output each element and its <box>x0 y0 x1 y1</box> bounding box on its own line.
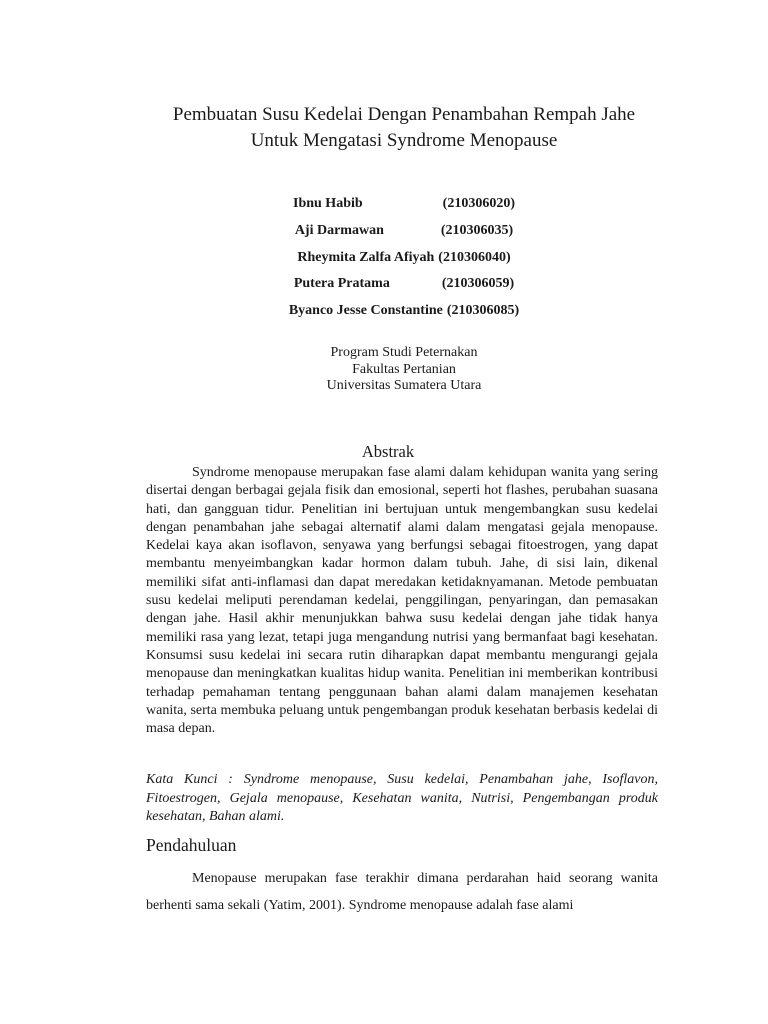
author-name: Putera Pratama <box>293 276 390 291</box>
author-row <box>0 196 768 212</box>
author-id: (210306020) <box>442 196 515 211</box>
program-name: Program Studi Peternakan <box>330 345 478 360</box>
paper-title <box>0 102 768 154</box>
abstract-body: Syndrome menopause merupakan fase alami dalam kehidupan wanita yang sering disertai dengan berbagai gejala fisik dan emosional, seperti hot flashes, perubahan suasana hati, dan gangguan tidur. Penelitian ini bertujuan untuk mengembangkan susu kedelai dengan penambahan jahe sebagai alternatif alami dalam mengatasi gejala menopause. Kedelai kaya akan isoflavon, senyawa yang berfungsi sebagai fitoestrogen, yang dapat membantu menyeimbangkan kadar hormon dalam tubuh. Jahe, di sisi lain, dikenal memiliki sifat anti-inflamasi dan dapat meredakan ketidaknyamanan. Metode pembuatan susu kedelai meliputi perendaman kedelai, penggilingan, penyaringan, dan pemasakan dengan jahe. Hasil akhir menunjukkan bahwa susu kedelai dengan jahe tidak hanya memiliki rasa yang lezat, tetapi juga mengandung nutrisi yang bermanfaat bagi kesehatan. Konsumsi susu kedelai ini secara rutin diharapkan dapat membantu mengurangi gejala menopause dan meningkatkan kualitas hidup wanita. Penelitian ini memberikan kontribusi terhadap pemahaman tentang penggunaan bahan alami dalam manajemen kesehatan wanita, serta membuka peluang untuk pengembangan produk kesehatan berbasis kedelai di masa depan. <box>146 465 658 737</box>
author-id: (210306085) <box>446 303 520 318</box>
author-name: Ibnu Habib <box>293 196 363 211</box>
abstract-heading: Abstrak <box>361 442 415 461</box>
faculty-name: Fakultas Pertanian <box>352 361 456 377</box>
introduction-body: Menopause merupakan fase terakhir dimana perdarahan haid seorang wanita berhenti sama sekali (Yatim, 2001). Syndrome menopause adalah fase alami <box>146 871 658 913</box>
author-id: (210306040) <box>438 250 511 265</box>
author-row <box>0 303 768 319</box>
author-id: (210306035) <box>440 223 514 238</box>
author-row <box>0 223 768 239</box>
keywords: Kata Kunci : Syndrome menopause, Susu kedelai, Penambahan jahe, Isoflavon, Fitoestrogen, Gejala menopause, Kesehatan wanita, Nutrisi, Pengembangan produk kesehatan, Bahan alami. <box>146 772 658 824</box>
section-heading-introduction: Pendahuluan <box>146 835 237 855</box>
author-name: Byanco Jesse Constantine <box>288 303 443 318</box>
author-row <box>0 250 768 266</box>
affiliation-block <box>0 345 768 395</box>
author-name: Aji Darmawan <box>294 223 384 238</box>
author-row <box>0 276 768 292</box>
title-line-2: Untuk Mengatasi Syndrome Menopause <box>250 130 558 151</box>
author-id: (210306059) <box>441 276 515 291</box>
title-line-1: Pembuatan Susu Kedelai Dengan Penambahan Rempah Jahe <box>172 104 636 125</box>
university-name: Universitas Sumatera Utara <box>326 378 482 393</box>
author-name: Rheymita Zalfa Afiyah <box>297 250 435 265</box>
